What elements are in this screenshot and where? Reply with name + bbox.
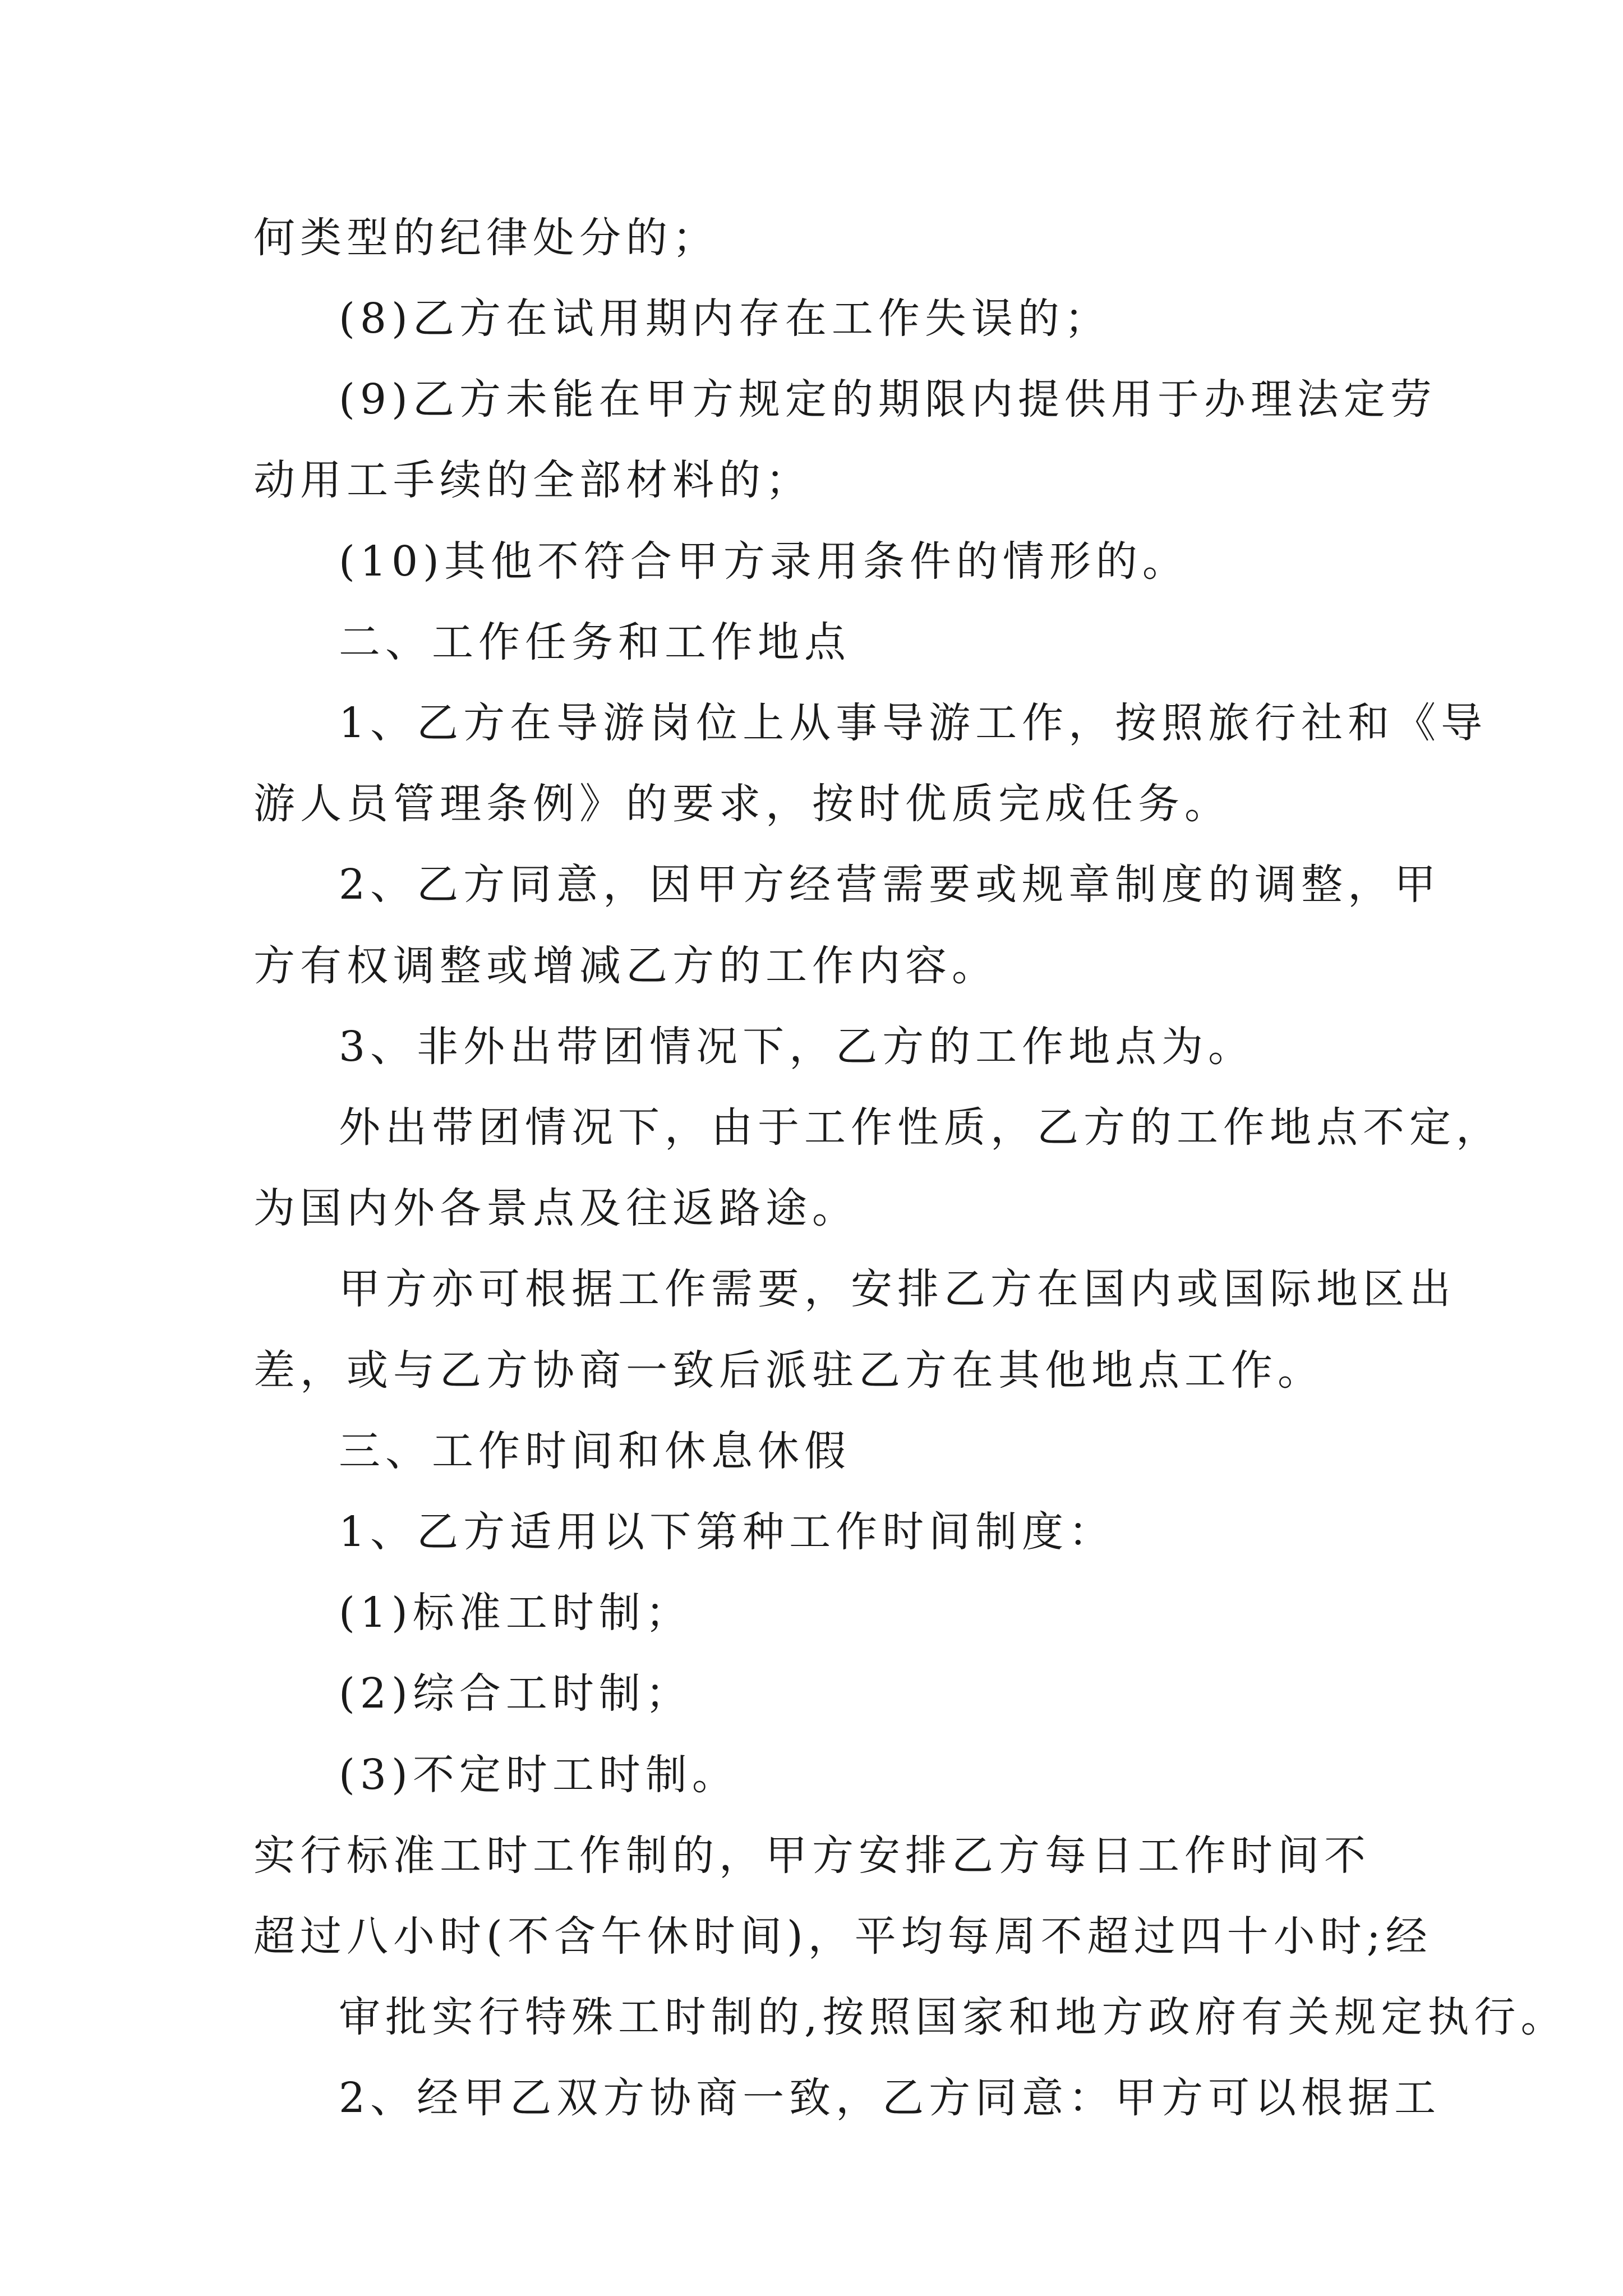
text-line: (1)标准工时制； [339,1589,692,1637]
section-heading: 三、工作时间和休息休假 [339,1427,851,1475]
text-line: (3)不定时工时制。 [339,1751,739,1799]
text-line: 2、经甲乙双方协商一致，乙方同意：甲方可以根据工 [339,2074,1441,2122]
text-line: 2、乙方同意，因甲方经营需要或规章制度的调整，甲 [339,861,1441,909]
text-line: 为国内外各景点及往返路途。 [253,1184,859,1232]
text-line: 外出带团情况下，由于工作性质，乙方的工作地点不定， [339,1103,1502,1152]
text-line: 游人员管理条例》的要求，按时优质完成任务。 [253,780,1231,828]
text-line: 实行标准工时工作制的，甲方安排乙方每日工作时间不 [253,1832,1371,1880]
text-line: 何类型的纪律处分的； [253,214,719,262]
text-line: (2)综合工时制； [339,1669,692,1718]
text-line: 超过八小时(不含午休时间)，平均每周不超过四十小时;经 [253,1912,1432,1961]
text-line: 审批实行特殊工时制的,按照国家和地方政府有关规定执行。 [339,1993,1567,2041]
text-line: 3、非外出带团情况下，乙方的工作地点为。 [339,1023,1255,1071]
text-line: 方有权调整或增减乙方的工作内容。 [253,942,998,990]
text-line: (8)乙方在试用期内存在工作失误的； [339,295,1111,343]
text-line: 动用工手续的全部材料的； [253,456,812,504]
section-heading: 二、工作任务和工作地点 [339,618,851,666]
text-line: 差，或与乙方协商一致后派驻乙方在其他地点工作。 [253,1346,1324,1395]
text-line: 1、乙方在导游岗位上从事导游工作，按照旅行社和《导 [339,699,1488,747]
text-line: (10)其他不符合甲方录用条件的情形的。 [339,537,1189,586]
text-line: 甲方亦可根据工作需要，安排乙方在国内或国际地区出 [339,1265,1456,1313]
text-line: 1、乙方适用以下第种工作时间制度： [339,1508,1115,1556]
text-line: (9)乙方未能在甲方规定的期限内提供用于办理法定劳 [339,375,1437,424]
